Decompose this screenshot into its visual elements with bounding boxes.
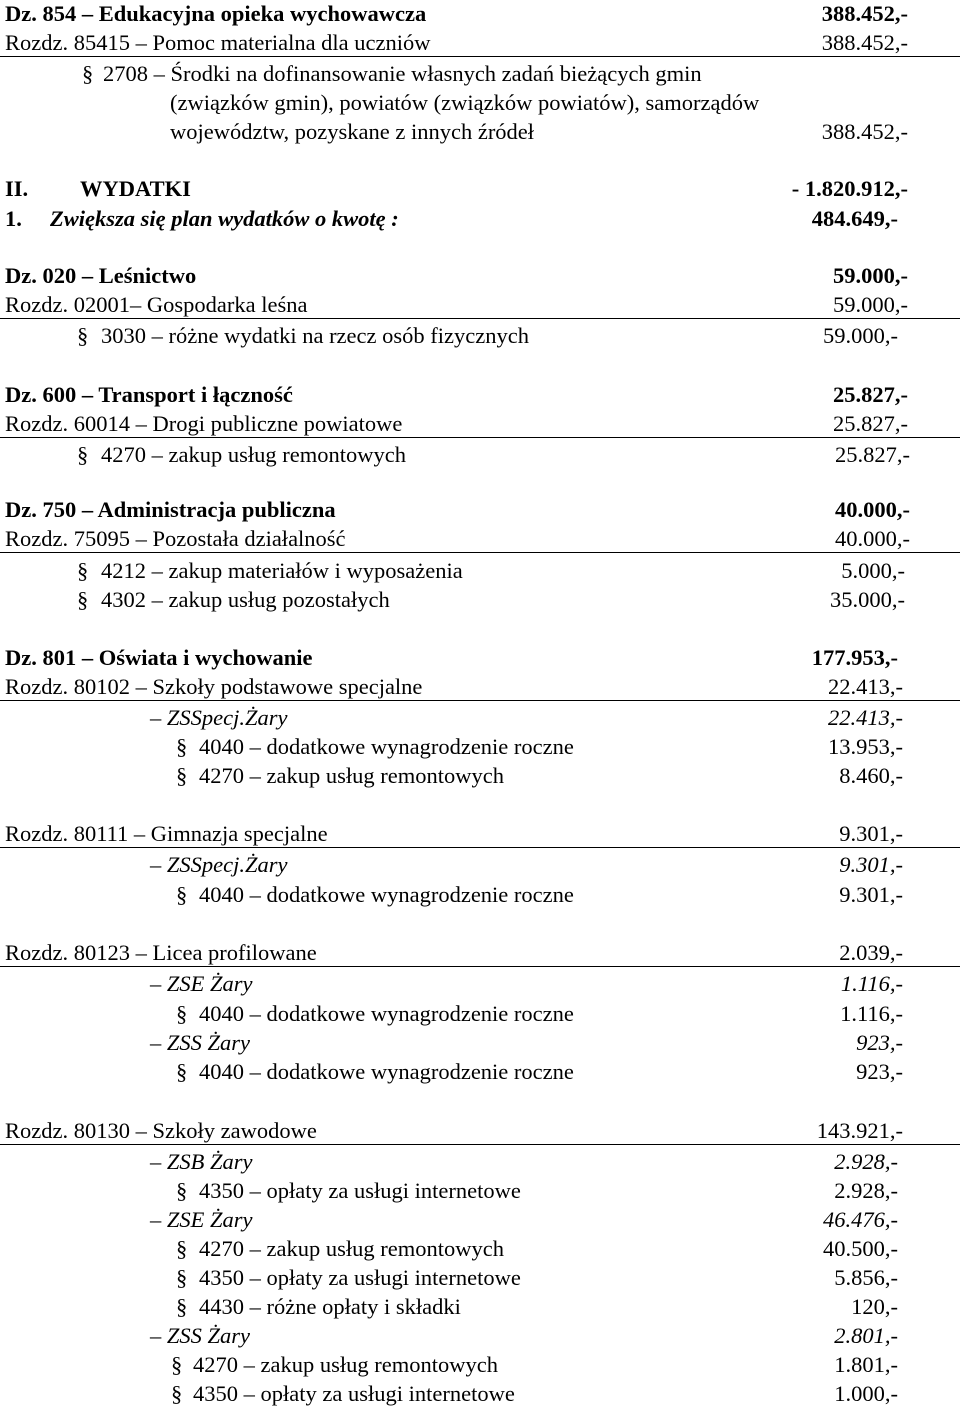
line-label: 4212 – zakup materiałów i wyposażenia (101, 558, 463, 583)
section-divider (0, 1144, 960, 1145)
document-line (0, 970, 960, 998)
line-label: Rozdz. 60014 – Drogi publiczne powiatowe (5, 411, 403, 436)
line-label: 4430 – różne opłaty i składki (199, 1294, 461, 1319)
document-line (0, 441, 960, 469)
line-amount: 5.856,- (834, 1265, 898, 1290)
paragraph-sign: § (176, 1236, 188, 1261)
paragraph-sign: § (176, 1059, 188, 1084)
line-label: Rozdz. 75095 – Pozostała działalność (5, 526, 346, 551)
paragraph-sign: § (171, 1352, 183, 1377)
line-amount: - 1.820.912,- (791, 176, 908, 201)
line-amount: 923,- (856, 1030, 903, 1055)
line-amount: 9.301,- (839, 852, 903, 877)
paragraph-sign: § (77, 442, 89, 467)
line-amount: 59.000,- (823, 323, 898, 348)
line-label: Dz. 750 – Administracja publiczna (5, 497, 336, 522)
paragraph-sign: § (176, 882, 188, 907)
line-amount: 388.452,- (821, 1, 908, 26)
line-amount: 484.649,- (811, 206, 898, 231)
paragraph-sign: § (176, 734, 188, 759)
document-line (0, 29, 960, 57)
line-amount: 8.460,- (839, 763, 903, 788)
document-line (0, 733, 960, 761)
document-line (0, 410, 960, 438)
line-label: II. (5, 176, 29, 201)
line-amount: 2.039,- (839, 940, 903, 965)
line-label: Dz. 854 – Edukacyjna opieka wychowawcza (5, 1, 427, 26)
line-label: 4270 – zakup usług remontowych (101, 442, 406, 467)
document-line (0, 496, 960, 524)
line-amount: 388.452,- (821, 119, 908, 144)
line-label: Rozdz. 80111 – Gimnazja specjalne (5, 821, 328, 846)
line-label: województw, pozyskane z innych źródeł (170, 119, 535, 144)
line-label: Rozdz. 85415 – Pomoc materialna dla uczniów (5, 30, 431, 55)
line-label: 4040 – dodatkowe wynagrodzenie roczne (199, 1001, 574, 1026)
line-label: 4040 – dodatkowe wynagrodzenie roczne (199, 1059, 574, 1084)
document-line (0, 262, 960, 290)
section-divider (0, 56, 960, 57)
section-divider (0, 437, 960, 438)
line-amount: 5.000,- (841, 558, 905, 583)
document-line (0, 939, 960, 967)
paragraph-sign: § (176, 1265, 188, 1290)
line-amount: 59.000,- (833, 263, 908, 288)
document-line (0, 762, 960, 790)
paragraph-sign: § (77, 587, 89, 612)
document-line (0, 644, 960, 672)
document-line (0, 1177, 960, 1205)
line-label: – ZSSpecj.Żary (150, 705, 288, 730)
document-line (0, 291, 960, 319)
line-amount: 1.116,- (840, 971, 903, 996)
document-line (0, 175, 960, 203)
document-line (0, 820, 960, 848)
document-line (0, 0, 960, 28)
document-line (0, 1264, 960, 1292)
document-line (0, 525, 960, 553)
paragraph-sign: § (82, 61, 94, 86)
document-line (0, 118, 960, 146)
line-amount: 25.827,- (835, 442, 910, 467)
line-label: – ZSB Żary (150, 1149, 253, 1174)
line-label: 4350 – opłaty za usługi internetowe (193, 1381, 515, 1406)
line-amount: 2.928,- (834, 1178, 898, 1203)
line-label: – ZSS Żary (150, 1323, 251, 1348)
document-line (0, 1058, 960, 1086)
line-label: 2708 – Środki na dofinansowanie własnych zadań bieżących gmin (103, 61, 702, 86)
paragraph-sign: § (176, 1294, 188, 1319)
line-amount: 40.000,- (835, 497, 910, 522)
line-label: Rozdz. 80102 – Szkoły podstawowe specjalne (5, 674, 423, 699)
document-line (0, 1380, 960, 1408)
document-line (0, 1029, 960, 1057)
line-amount: 1.000,- (834, 1381, 898, 1406)
document-line (0, 1293, 960, 1321)
document-line (0, 60, 960, 88)
line-amount: 13.953,- (828, 734, 903, 759)
document-line (0, 881, 960, 909)
line-label: WYDATKI (80, 176, 191, 201)
line-label: – ZSE Żary (150, 971, 253, 996)
line-amount: 2.928,- (834, 1149, 898, 1174)
document-line (0, 1148, 960, 1176)
line-amount: 40.500,- (823, 1236, 898, 1261)
line-label: Dz. 020 – Leśnictwo (5, 263, 197, 288)
line-amount: 22.413,- (828, 674, 903, 699)
document-line (0, 322, 960, 350)
line-label: Rozdz. 80130 – Szkoły zawodowe (5, 1118, 317, 1143)
line-label: 4302 – zakup usług pozostałych (101, 587, 390, 612)
document-line (0, 1235, 960, 1263)
line-label: 4350 – opłaty za usługi internetowe (199, 1178, 521, 1203)
document-line (0, 704, 960, 732)
line-amount: 25.827,- (833, 411, 908, 436)
line-amount: 22.413,- (828, 705, 903, 730)
line-label: 4350 – opłaty za usługi internetowe (199, 1265, 521, 1290)
paragraph-sign: § (77, 323, 89, 348)
line-label: (związków gmin), powiatów (związków powiatów), samorządów (170, 90, 760, 115)
line-amount: 25.827,- (833, 382, 908, 407)
line-amount: 177.953,- (811, 645, 898, 670)
line-amount: 388.452,- (821, 30, 908, 55)
document-line (0, 673, 960, 701)
line-label: 4270 – zakup usług remontowych (199, 763, 504, 788)
document-line (0, 89, 960, 117)
line-label: Rozdz. 80123 – Licea profilowane (5, 940, 317, 965)
line-label: 1. (5, 206, 22, 231)
line-amount: 120,- (851, 1294, 898, 1319)
line-amount: 35.000,- (830, 587, 905, 612)
document-line (0, 586, 960, 614)
line-label: 4270 – zakup usług remontowych (199, 1236, 504, 1261)
line-label: – ZSS Żary (150, 1030, 251, 1055)
document-line (0, 851, 960, 879)
section-divider (0, 700, 960, 701)
line-label: 4040 – dodatkowe wynagrodzenie roczne (199, 882, 574, 907)
line-label: 4270 – zakup usług remontowych (193, 1352, 498, 1377)
line-amount: 923,- (856, 1059, 903, 1084)
paragraph-sign: § (171, 1381, 183, 1406)
line-label: – ZSSpecj.Żary (150, 852, 288, 877)
document-line (0, 1117, 960, 1145)
line-amount: 46.476,- (823, 1207, 898, 1232)
line-amount: 40.000,- (835, 526, 910, 551)
document-line (0, 1322, 960, 1350)
line-label: Dz. 801 – Oświata i wychowanie (5, 645, 313, 670)
section-divider (0, 552, 960, 553)
line-amount: 1.801,- (834, 1352, 898, 1377)
line-label: Zwiększa się plan wydatków o kwotę : (50, 206, 399, 231)
section-divider (0, 966, 960, 967)
document-line (0, 205, 960, 233)
line-amount: 9.301,- (839, 821, 903, 846)
line-label: Dz. 600 – Transport i łączność (5, 382, 293, 407)
document-line (0, 1351, 960, 1379)
paragraph-sign: § (176, 763, 188, 788)
line-amount: 59.000,- (833, 292, 908, 317)
line-amount: 1.116,- (840, 1001, 903, 1026)
line-label: Rozdz. 02001– Gospodarka leśna (5, 292, 308, 317)
line-amount: 143.921,- (816, 1118, 903, 1143)
section-divider (0, 318, 960, 319)
paragraph-sign: § (176, 1001, 188, 1026)
document-line (0, 381, 960, 409)
line-label: – ZSE Żary (150, 1207, 253, 1232)
section-divider (0, 847, 960, 848)
document-line (0, 1000, 960, 1028)
paragraph-sign: § (77, 558, 89, 583)
line-amount: 2.801,- (834, 1323, 898, 1348)
paragraph-sign: § (176, 1178, 188, 1203)
document-line (0, 557, 960, 585)
line-label: 3030 – różne wydatki na rzecz osób fizycznych (101, 323, 529, 348)
document-line (0, 1206, 960, 1234)
line-amount: 9.301,- (839, 882, 903, 907)
line-label: 4040 – dodatkowe wynagrodzenie roczne (199, 734, 574, 759)
